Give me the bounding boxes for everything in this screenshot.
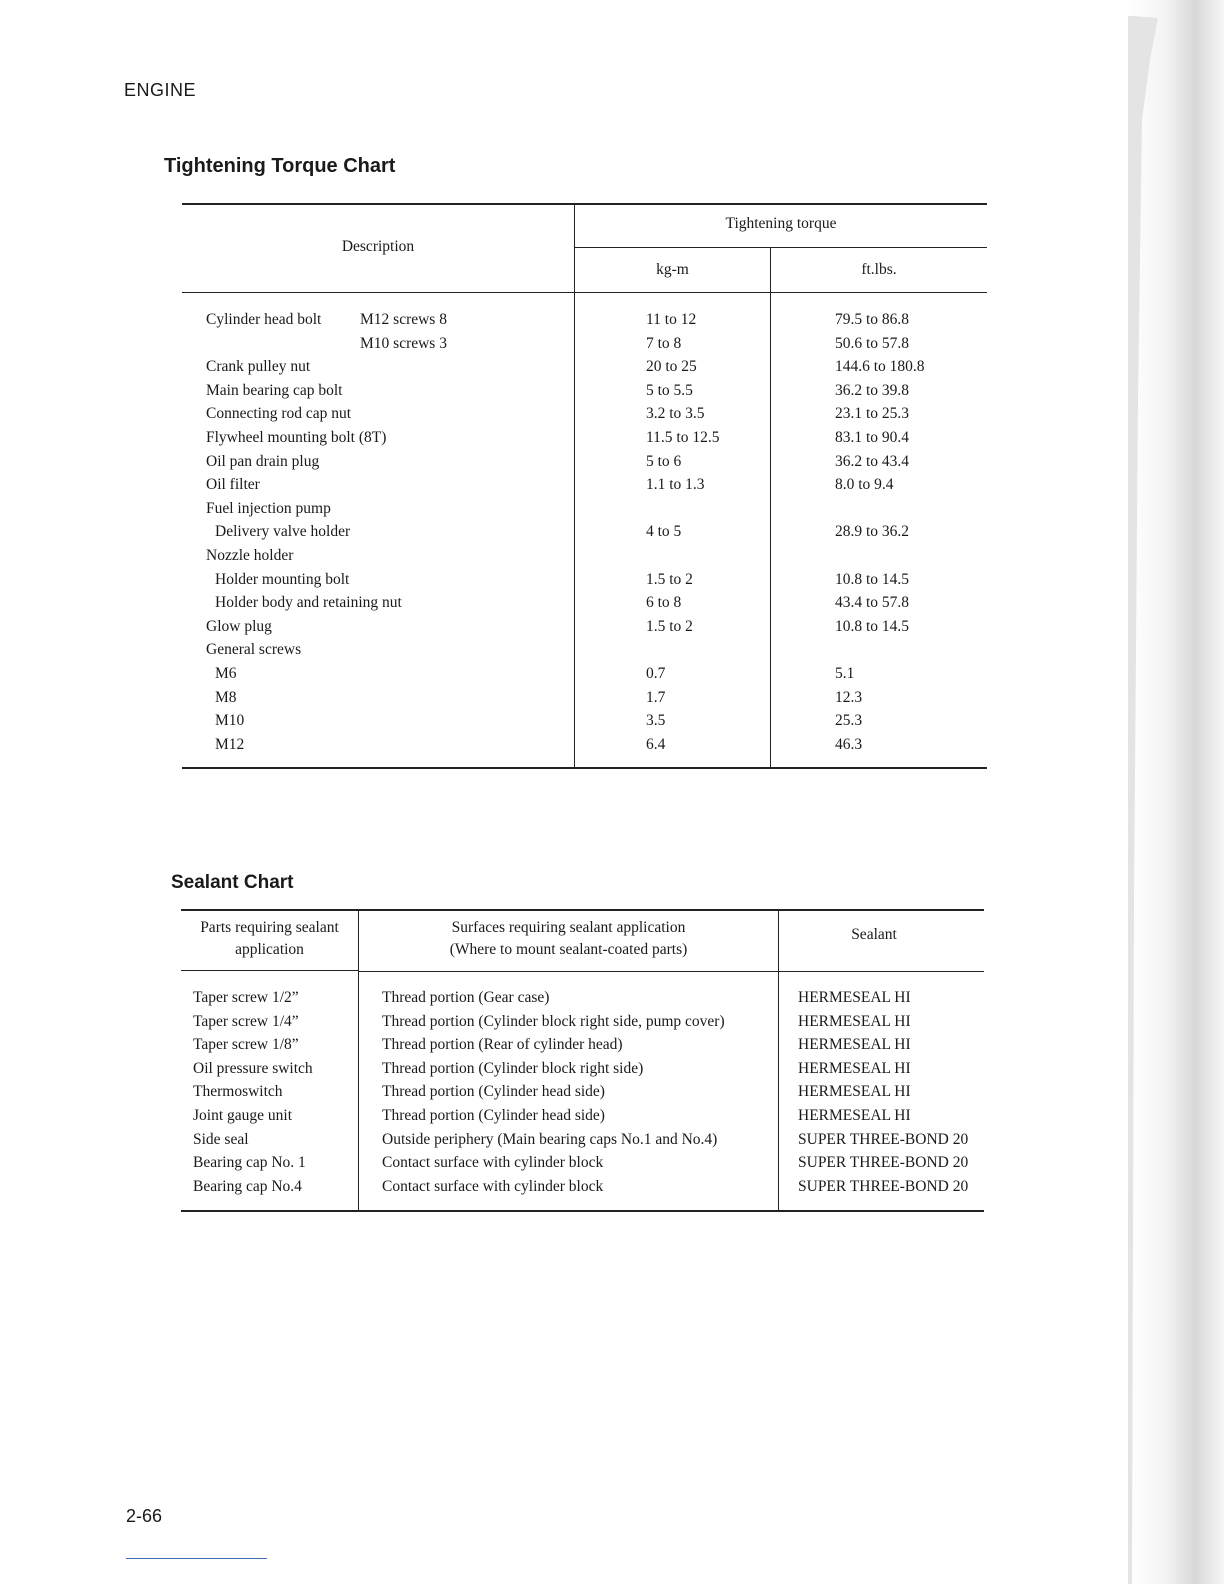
table-row xyxy=(182,520,987,544)
table-row xyxy=(182,591,987,615)
torque-ftlbs: 83.1 to 90.4 xyxy=(835,428,910,446)
sealant-name: HERMESEAL HI xyxy=(798,989,911,1006)
torque-description: Glow plug xyxy=(206,617,272,635)
torque-ftlbs: 43.4 to 57.8 xyxy=(835,594,910,612)
parts-header-line2: application xyxy=(235,941,304,958)
torque-kgm: 11 to 12 xyxy=(646,311,697,328)
torque-kgm: 11.5 to 12.5 xyxy=(646,428,720,446)
sealant-part: Bearing cap No. 1 xyxy=(193,1154,306,1172)
sealant-part: Joint gauge unit xyxy=(193,1106,293,1124)
torque-ftlbs: 36.2 to 43.4 xyxy=(835,452,910,470)
torque-description: Fuel injection pump xyxy=(206,499,331,517)
sealant-name: HERMESEAL HI xyxy=(798,1012,911,1030)
sealant-surface: Thread portion (Gear case) xyxy=(382,989,550,1006)
sealant-part: Taper screw 1/4” xyxy=(193,1012,299,1030)
sealant-part: Oil pressure switch xyxy=(193,1059,313,1077)
sealant-part: Side seal xyxy=(193,1130,249,1148)
table-row xyxy=(181,1104,984,1128)
torque-ftlbs: 5.1 xyxy=(835,664,855,682)
torque-description: Delivery valve holder xyxy=(215,523,351,541)
torque-kgm: 7 to 8 xyxy=(646,334,682,352)
torque-ftlbs: 144.6 to 180.8 xyxy=(835,358,925,376)
sealant-surface: Thread portion (Rear of cylinder head) xyxy=(382,1036,623,1054)
table-row xyxy=(181,1057,984,1081)
torque-kgm: 3.5 xyxy=(646,712,666,730)
table-row xyxy=(182,638,987,662)
table-row xyxy=(182,426,987,450)
sealant-name: SUPER THREE-BOND 20 xyxy=(798,1154,969,1172)
description-header: Description xyxy=(341,238,415,255)
torque-description: Flywheel mounting bolt (8T) xyxy=(206,428,387,446)
torque-kgm: 0.7 xyxy=(646,664,666,682)
table-row xyxy=(181,1033,984,1057)
torque-ftlbs: 25.3 xyxy=(835,712,863,730)
torque-ftlbs: 10.8 to 14.5 xyxy=(835,617,910,635)
torque-description: M10 xyxy=(215,712,245,730)
table-row xyxy=(182,379,987,403)
table-row xyxy=(182,473,987,497)
torque-kgm: 1.5 to 2 xyxy=(646,570,693,588)
tightening-torque-header: Tightening torque xyxy=(725,215,837,232)
torque-description: Connecting rod cap nut xyxy=(206,405,352,423)
torque-description: M12 xyxy=(215,735,245,753)
table-row xyxy=(182,355,987,379)
torque-ftlbs: 50.6 to 57.8 xyxy=(835,334,910,352)
sealant-part: Taper screw 1/2” xyxy=(193,989,299,1006)
torque-spec: M12 screws 8 xyxy=(360,311,447,328)
torque-kgm: 1.7 xyxy=(646,688,666,706)
torque-ftlbs: 79.5 to 86.8 xyxy=(835,311,910,328)
torque-ftlbs: 10.8 to 14.5 xyxy=(835,570,910,588)
torque-description: Cylinder head bolt xyxy=(206,311,322,328)
torque-kgm: 1.1 to 1.3 xyxy=(646,476,705,494)
table-row xyxy=(181,1151,984,1175)
sealant-surface: Contact surface with cylinder block xyxy=(382,1154,604,1172)
sealant-surface: Thread portion (Cylinder head side) xyxy=(382,1083,605,1101)
torque-kgm: 6.4 xyxy=(646,735,666,753)
torque-chart-title: Tightening Torque Chart xyxy=(164,155,396,177)
table-row xyxy=(182,497,987,521)
table-row xyxy=(182,402,987,426)
table-row xyxy=(182,450,987,474)
sealant-name: SUPER THREE-BOND 20 xyxy=(798,1130,969,1148)
torque-description: Oil pan drain plug xyxy=(206,452,320,470)
sealant-rows xyxy=(181,986,984,1198)
table-row xyxy=(182,662,987,686)
torque-ftlbs: 28.9 to 36.2 xyxy=(835,523,910,541)
kgm-header: kg-m xyxy=(656,261,689,278)
torque-description: M8 xyxy=(215,688,237,706)
sealant-header: Sealant xyxy=(851,926,897,943)
torque-ftlbs: 12.3 xyxy=(835,688,863,706)
torque-kgm: 4 to 5 xyxy=(646,523,682,541)
torque-kgm: 5 to 6 xyxy=(646,452,682,470)
sealant-surface: Thread portion (Cylinder head side) xyxy=(382,1106,605,1124)
table-row xyxy=(182,709,987,733)
torque-ftlbs: 8.0 to 9.4 xyxy=(835,476,894,494)
torque-spec: M10 screws 3 xyxy=(360,334,447,352)
torque-kgm: 20 to 25 xyxy=(646,358,697,376)
torque-ftlbs: 23.1 to 25.3 xyxy=(835,405,910,423)
table-row xyxy=(181,986,984,1010)
torque-table xyxy=(182,203,987,769)
table-row xyxy=(182,308,987,332)
table-row xyxy=(181,1010,984,1034)
page-edge-shadow xyxy=(1128,0,1224,1584)
table-row xyxy=(181,1128,984,1152)
sealant-surface: Outside periphery (Main bearing caps No.1 and No.4) xyxy=(382,1130,718,1148)
torque-rows xyxy=(182,308,987,756)
torque-kgm: 5 to 5.5 xyxy=(646,381,693,399)
sealant-part: Taper screw 1/8” xyxy=(193,1036,299,1054)
sealant-surface: Thread portion (Cylinder block right side, pump cover) xyxy=(382,1012,725,1030)
ftlbs-header: ft.lbs. xyxy=(861,261,897,278)
table-row xyxy=(182,686,987,710)
sealant-name: SUPER THREE-BOND 20 xyxy=(798,1177,969,1195)
sealant-table xyxy=(181,909,984,1212)
section-header: ENGINE xyxy=(124,80,197,100)
sealant-part: Bearing cap No.4 xyxy=(193,1177,302,1195)
torque-kgm: 1.5 to 2 xyxy=(646,617,693,635)
table-row xyxy=(182,332,987,356)
torque-description: Holder body and retaining nut xyxy=(215,594,402,612)
torque-description: General screws xyxy=(206,641,302,659)
parts-header-line1: Parts requiring sealant xyxy=(200,919,339,936)
table-row xyxy=(182,615,987,639)
torque-kgm: 6 to 8 xyxy=(646,594,682,612)
table-row xyxy=(181,1175,984,1199)
sealant-chart-title: Sealant Chart xyxy=(171,872,294,893)
torque-description: Holder mounting bolt xyxy=(215,570,350,588)
sealant-surface: Thread portion (Cylinder block right side) xyxy=(382,1059,644,1077)
torque-ftlbs: 36.2 to 39.8 xyxy=(835,381,910,399)
torque-ftlbs: 46.3 xyxy=(835,735,863,753)
torque-description: Crank pulley nut xyxy=(206,358,311,376)
torque-description: Oil filter xyxy=(206,476,260,494)
surfaces-header-line2: (Where to mount sealant-coated parts) xyxy=(449,941,688,958)
footer-rule xyxy=(126,1558,267,1559)
sealant-surface: Contact surface with cylinder block xyxy=(382,1177,604,1195)
table-row xyxy=(182,568,987,592)
surfaces-header-line1: Surfaces requiring sealant application xyxy=(451,919,686,936)
table-row xyxy=(181,1080,984,1104)
sealant-name: HERMESEAL HI xyxy=(798,1083,911,1101)
sealant-part: Thermoswitch xyxy=(193,1083,283,1101)
sealant-name: HERMESEAL HI xyxy=(798,1059,911,1077)
page-number: 2-66 xyxy=(126,1506,163,1526)
torque-description: Main bearing cap bolt xyxy=(206,381,343,399)
torque-description: M6 xyxy=(215,664,237,682)
table-row xyxy=(182,544,987,568)
torque-description: Nozzle holder xyxy=(206,546,294,564)
sealant-name: HERMESEAL HI xyxy=(798,1036,911,1054)
sealant-name: HERMESEAL HI xyxy=(798,1106,911,1124)
table-row xyxy=(182,733,987,757)
torque-kgm: 3.2 to 3.5 xyxy=(646,405,705,423)
